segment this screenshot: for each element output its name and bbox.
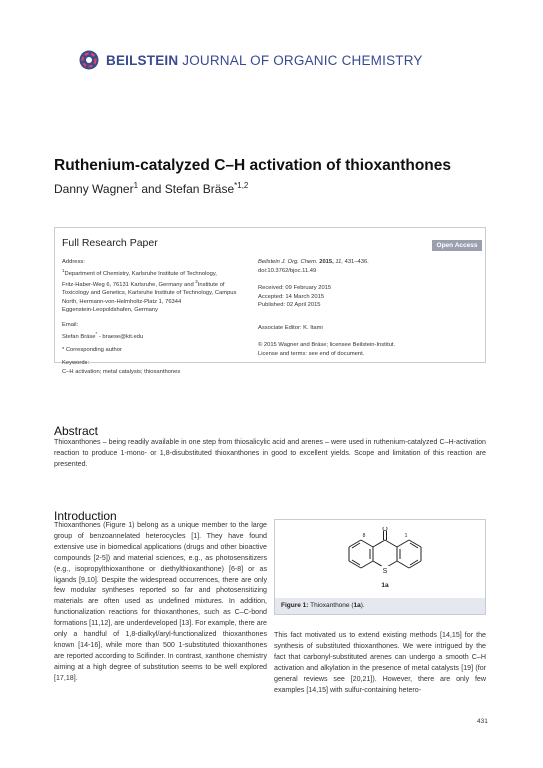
address-line: Eggenstein-Leopoldshafen, Germany: [62, 307, 159, 314]
email-line: Stefan Bräse* - braese@kit.edu: [62, 330, 144, 340]
author-list: [54, 181, 248, 196]
beilstein-logo-icon: [79, 50, 99, 70]
address-line: North, Hermann-von-Helmholtz-Platz 1, 76344: [62, 298, 182, 305]
abstract-heading: Abstract: [54, 424, 99, 438]
journal-name-rest: JOURNAL OF ORGANIC CHEMISTRY: [178, 53, 423, 68]
introduction-heading: Introduction: [54, 509, 117, 523]
open-access-badge: Open Access: [432, 240, 482, 251]
journal-name-bold: BEILSTEIN: [106, 53, 179, 68]
address-label: Address:: [62, 259, 85, 265]
compound-label: 1a: [381, 582, 389, 589]
atom-sulfur-label: S: [382, 568, 388, 575]
license-line: License and terms: see end of document.: [258, 350, 365, 357]
accepted-date: Accepted: 14 March 2015: [258, 293, 325, 300]
keywords-label: Keywords:: [62, 360, 90, 367]
page-number: 431: [477, 718, 488, 725]
editor-line: Associate Editor: K. Itami: [258, 325, 323, 331]
address-block: [62, 258, 258, 315]
author-name: Danny Wagner: [54, 182, 134, 196]
thioxanthone-structure: [330, 527, 440, 595]
doi-link[interactable]: doi:10.3762/bjoc.11.49: [258, 267, 317, 274]
citation-block: [258, 258, 458, 275]
position-1-label: 1: [404, 533, 408, 539]
citation-line: Beilstein J. Org. Chem. 2015, 11, 431–436.: [258, 259, 369, 265]
email-link[interactable]: - braese@kit.edu: [97, 333, 144, 340]
address-line: $^1$Department of Chemistry, Karlsruhe Institute of Technology,: [62, 267, 217, 277]
license-block: [258, 341, 478, 358]
address-line: Fritz-Haber-Weg 6, 76131 Karlsruhe, Germany and $^2$Institute of: [62, 278, 225, 288]
author-affiliation: *1,2: [234, 181, 249, 190]
journal-name: [106, 53, 423, 68]
figure-caption: Figure 1: Thioxanthone (1a).: [281, 602, 365, 609]
atom-oxygen-label: O: [382, 527, 388, 533]
author-conjunction: and: [138, 182, 165, 196]
published-date: Published: 02 April 2015: [258, 302, 321, 308]
position-8-label: 8: [362, 533, 366, 539]
address-line: Toxicology and Genetics, Karlsruhe Institute of Technology, Campus: [62, 290, 237, 297]
author-name: Stefan Bräse: [164, 182, 235, 196]
received-date: Received: 09 February 2015: [258, 285, 332, 291]
article-title: Ruthenium-catalyzed C–H activation of thioxanthones: [54, 157, 452, 174]
copyright-line: © 2015 Wagner and Bräse; licensee Beilstein-Institut.: [258, 342, 396, 348]
email-block: [62, 321, 258, 376]
introduction-text: Thioxanthones (Figure 1) belong as a unique member to the large group of benzoannelated heterocycles [1]. They have found extensive use in biomedical applications (drugs and other bioactive compounds [2-5]) and material sciences, e.g., as photosensitizers (e.g., isopropylthioxanthone or diethylthioxanthone) [6-8] or as ligands [9,10]. Despite the widespread occurrences, there are only few modular syntheses reported so far and photosensitizing materials are often used as undefined mixtures. In addition, functionalization reactions for thioxanthones, such as C–C-bond formations [11,12], are underdeveloped [13]. For example, there are only a handful of 1,8-dialkyl/aryl-functionalized thioxanthones known [14-16], while more than 500 1-substituted thioxanthones are reported according to Scifinder. In contrast, xanthone chemistry aiming at a high degree of substitution seems to be well explored [17,18].: [54, 521, 267, 682]
author-affiliation: 1: [133, 181, 139, 190]
keywords-list: C–H activation; metal catalysis; thioxanthones: [62, 368, 181, 375]
abstract-text: Thioxanthones – being readily available in one step from thiosalicylic acid and arenes – were used in ruthenium-catalyzed C–H-activation reaction to produce 1-mono- or 1,8-disubstituted thioxanthones in good to excellent yields. Scope and limitation of this reaction are presented.: [54, 438, 486, 468]
introduction-text-continued: This fact motivated us to extend existing methods [14,15] for the synthesis of substituted thioxanthones. We were intrigued by the fact that carbonyl-substituted arenes can undergo a smooth C–H activation and alkylation in the presence of metal catalysts [19] (for general reviews see [20,21]). However, there are only few examples [14,15] with sulfur-containing hetero-: [274, 631, 486, 694]
email-label: Email:: [62, 322, 79, 328]
corresponding-note: * Corresponding author: [62, 346, 122, 353]
article-type: Full Research Paper: [62, 237, 158, 249]
dates-block: [258, 284, 458, 310]
